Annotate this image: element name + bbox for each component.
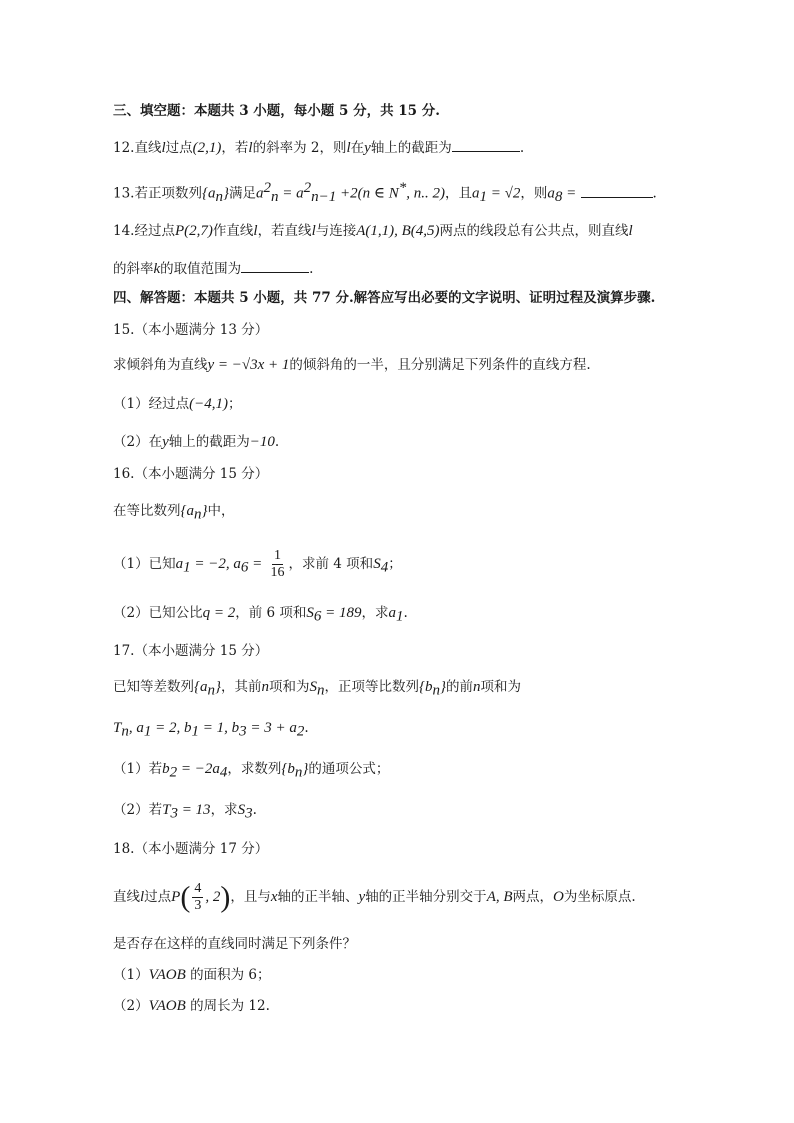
- question-13: 13.若正项数列$\{a_n\}$满足$a^2_n = a^2_{n-1} +2(n$ ∈ N*, n.. 2)，且$a_1 = √2$，则$a_8$ = .: [113, 180, 657, 206]
- question-15-part-2: （2）在y轴上的截距为−10.: [113, 434, 280, 450]
- question-18-stem: 直线l过点P( $\frac{4}{3}$ , 2)，且与x轴的正半轴、y轴的正半轴分别交于A, B两点，O为坐标原点.: [113, 880, 636, 914]
- question-16-part-2: （2）已知公比q = 2，前 6 项和$S_6 = 189$，求$a_1$.: [113, 605, 408, 625]
- question-18-header: 18.（本小题满分 17 分）: [113, 841, 269, 857]
- question-17-stem-line-1: 已知等差数列$\{a_n\}$，其前n项和为$S_n$，正项等比数列$\{b_n\}$的前n项和为: [113, 679, 521, 699]
- question-17-part-2: （2）若$T_3 = 13$，求$S_3$.: [113, 802, 257, 822]
- question-15-part-1: （1）经过点(−4,1)；: [113, 396, 242, 412]
- question-18-part-1: （1）VAOB 的面积为 6；: [113, 967, 271, 983]
- question-12: 12.直线l过点(2,1)，若l的斜率为 2，则l在y轴上的截距为 .: [113, 137, 524, 158]
- question-15-stem: 求倾斜角为直线y = −√3x + 1的倾斜角的一半，且分别满足下列条件的直线方程.: [113, 357, 591, 373]
- question-18-question: 是否存在这样的直线同时满足下列条件？: [113, 936, 356, 952]
- question-16-stem: 在等比数列$\{a_n\}$中，: [113, 503, 235, 523]
- section-title-fill-in: 三、填空题：本题共 3 小题，每小题 5 分，共 15 分.: [113, 103, 440, 119]
- question-17-stem-line-2: $T_n$, $a_1 = 2$, $b_1 = 1$, $b_3 = 3 + a_2$.: [113, 720, 309, 740]
- answer-blank-13[interactable]: [581, 183, 653, 198]
- fraction-four-thirds: $\frac{4}{3}$: [194, 881, 202, 913]
- question-15-header: 15.（本小题满分 13 分）: [113, 322, 269, 338]
- question-17-header: 17.（本小题满分 15 分）: [113, 643, 269, 659]
- answer-blank-12[interactable]: [452, 137, 520, 152]
- answer-blank-14[interactable]: [241, 258, 309, 273]
- fraction-one-sixteenth: $\frac{1}{16}$: [270, 548, 285, 580]
- section-title-answer: 四、解答题：本题共 5 小题，共 77 分.解答应写出必要的文字说明、证明过程及演算步骤.: [113, 290, 656, 306]
- question-18-part-2: （2）VAOB 的周长为 12.: [113, 998, 270, 1014]
- question-14-line-2: 的斜率k的取值范围为 .: [113, 258, 313, 279]
- question-16-header: 16.（本小题满分 15 分）: [113, 466, 269, 482]
- question-14-line-1: 14.经过点P(2,7)作直线l，若直线l与连接A(1,1), B(4,5)两点的线段总有公共点，则直线l: [113, 223, 633, 239]
- question-17-part-1: （1）若$b_2 = -2a_4$，求数列$\{b_n\}$的通项公式；: [113, 761, 390, 781]
- question-16-part-1: （1）已知$a_1 = -2$, $a_6$ = $\frac{1}{16}$ ，求前 4 项和$S_4$；: [113, 548, 402, 580]
